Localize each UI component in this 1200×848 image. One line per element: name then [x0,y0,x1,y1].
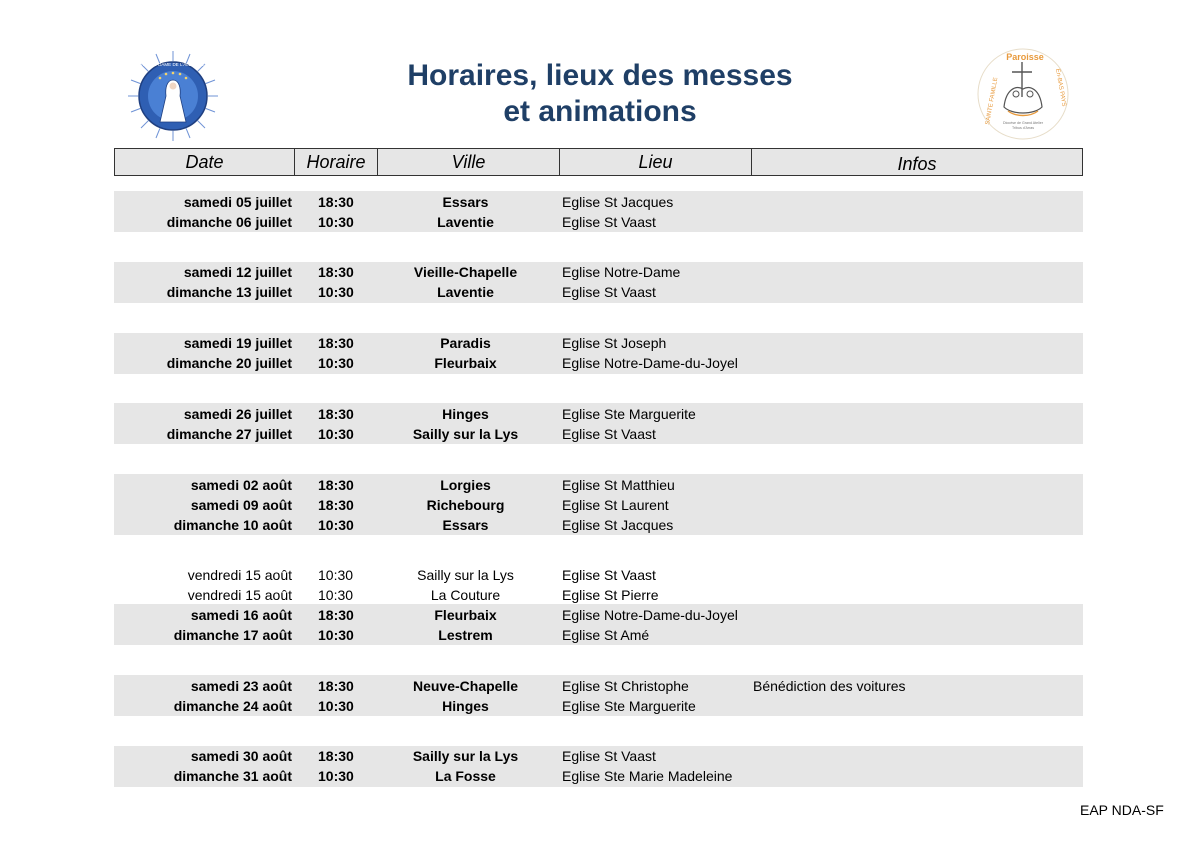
title-line-2: et animations [503,95,697,128]
cell-time: 18:30 [318,335,354,351]
cell-ville: Vieille-Chapelle [413,264,518,280]
cell-date: samedi 16 août [190,607,292,623]
table-row [114,212,1083,232]
cell-time: 18:30 [318,748,354,764]
cell-lieu: Eglise St Vaast [562,284,656,300]
cell-info [749,605,1083,625]
cell-ville: Paradis [440,335,491,351]
cell-time: 18:30 [318,194,354,210]
cell-info [749,766,1083,786]
cell-ville: Hinges [442,698,489,714]
cell-info [749,424,1083,444]
cell-lieu: Eglise St Vaast [562,748,656,764]
table-row [114,353,1083,373]
cell-info [749,585,1083,605]
cell-ville: Hinges [442,406,489,422]
cell-ville: Laventie [437,284,494,300]
cell-date: vendredi 15 août [187,587,292,603]
cell-date: dimanche 13 juillet [166,284,292,300]
cell-date: samedi 30 août [190,748,292,764]
cell-lieu: Eglise St Vaast [562,426,656,442]
table-row [114,262,1083,282]
cell-lieu: Eglise St Vaast [562,214,656,230]
table-row [114,696,1083,716]
cell-lieu: Eglise St Amé [562,627,650,643]
cell-lieu: Eglise Ste Marguerite [562,698,696,714]
table-row [114,475,1083,495]
footer-label: EAP NDA-SF [1080,802,1164,818]
cell-info [749,515,1083,535]
logo-right-sub-2: Tribus d'Arras [1011,126,1035,130]
cell-info [749,495,1083,515]
table-row [114,565,1083,585]
table-row [114,333,1083,353]
cell-ville: La Fosse [435,768,496,784]
cell-ville: La Couture [430,587,501,603]
cell-lieu: Eglise Notre-Dame-du-Joyel [562,607,738,623]
cell-date: dimanche 27 juillet [166,426,292,442]
logo-right-parish: Paroisse [1006,52,1044,62]
cell-time: 10:30 [318,587,354,603]
cell-time: 10:30 [318,214,354,230]
table-header [114,148,1083,176]
cell-info [749,475,1083,495]
cell-date: dimanche 17 août [173,627,292,643]
cell-date: samedi 23 août [190,678,292,694]
cell-info [749,565,1083,585]
cell-lieu: Eglise St Jacques [562,517,674,533]
cell-time: 10:30 [318,355,354,371]
cell-date: samedi 19 juillet [183,335,292,351]
cell-date: dimanche 10 août [173,517,292,533]
cell-ville: Laventie [437,214,494,230]
table-row [114,192,1083,212]
col-header-horaire: Horaire [295,149,378,175]
cell-time: 10:30 [318,517,354,533]
cell-lieu: Eglise Ste Marguerite [562,406,696,422]
cell-time: 10:30 [318,768,354,784]
logo-right-left-arc: SAINTE FAMILLE [985,77,1000,126]
cell-time: 18:30 [318,477,354,493]
table-row [114,605,1083,625]
cell-lieu: Eglise Ste Marie Madeleine [562,768,733,784]
notre-dame-logo [126,50,220,142]
cell-time: 18:30 [318,406,354,422]
cell-lieu: Eglise Notre-Dame [562,264,681,280]
cell-time: 10:30 [318,698,354,714]
table-row [114,515,1083,535]
cell-time: 10:30 [318,627,354,643]
cell-date: dimanche 24 août [173,698,292,714]
title-line-1: Horaires, lieux des messes [407,59,793,92]
cell-info [749,192,1083,212]
cell-date: samedi 26 juillet [183,406,292,422]
cell-date: samedi 12 juillet [183,264,292,280]
cell-ville: Essars [442,517,489,533]
cell-info [749,625,1083,645]
cell-time: 10:30 [318,284,354,300]
cell-info [749,696,1083,716]
cell-time: 10:30 [318,426,354,442]
cell-ville: Lestrem [438,627,493,643]
cell-ville: Sailly sur la Lys [412,748,519,764]
cell-ville: Sailly sur la Lys [412,426,519,442]
table-row [114,495,1083,515]
cell-date: dimanche 20 juillet [166,355,292,371]
cell-lieu: Eglise St Christophe [562,678,689,694]
cell-date: samedi 02 août [190,477,292,493]
col-header-ville: Ville [378,149,560,175]
paroisse-logo [976,47,1070,141]
cell-ville: Fleurbaix [434,607,497,623]
cell-info [749,353,1083,373]
cell-info [749,282,1083,302]
cell-info [749,212,1083,232]
table-row [114,404,1083,424]
table-row [114,282,1083,302]
cell-info: Bénédiction des voitures [753,678,906,694]
cell-time: 18:30 [318,264,354,280]
logo-right-right-arc: En-BAS PAYS [1054,68,1067,107]
cell-lieu: Eglise St Matthieu [562,477,675,493]
cell-lieu: Eglise St Pierre [562,587,659,603]
cell-ville: Sailly sur la Lys [417,567,514,583]
cell-time: 18:30 [318,497,354,513]
cell-date: dimanche 31 août [173,768,292,784]
cell-info [749,404,1083,424]
page-title [300,58,900,130]
cell-date: vendredi 15 août [187,567,292,583]
col-header-date: Date [115,149,295,175]
cell-ville: Lorgies [440,477,491,493]
table-row [114,424,1083,444]
cell-info [749,333,1083,353]
cell-lieu: Eglise St Vaast [562,567,656,583]
cell-lieu: Eglise St Laurent [562,497,669,513]
cell-lieu: Eglise St Joseph [562,335,667,351]
table-row [114,746,1083,766]
cell-time: 18:30 [318,607,354,623]
cell-info [749,262,1083,282]
cell-lieu: Eglise St Jacques [562,194,674,210]
table-row [114,766,1083,786]
cell-lieu: Eglise Notre-Dame-du-Joyel [562,355,738,371]
cell-date: samedi 05 juillet [183,194,292,210]
col-header-infos: Infos [897,154,937,174]
col-header-lieu: Lieu [560,149,752,175]
cell-date: dimanche 06 juillet [166,214,292,230]
cell-ville: Neuve-Chapelle [412,678,519,694]
cell-ville: Essars [442,194,489,210]
table-row [114,585,1083,605]
logo-left-text: NOTRE-DAME DE L'ALLIANCE [140,62,206,67]
cell-info [749,746,1083,766]
table-row [114,676,1083,696]
cell-ville: Richebourg [426,497,505,513]
cell-time: 18:30 [318,678,354,694]
cell-date: samedi 09 août [190,497,292,513]
table-row [114,625,1083,645]
logo-right-sub-1: Diocèse de Grand Atelier [1003,121,1043,125]
cell-ville: Fleurbaix [434,355,497,371]
cell-time: 10:30 [318,567,354,583]
